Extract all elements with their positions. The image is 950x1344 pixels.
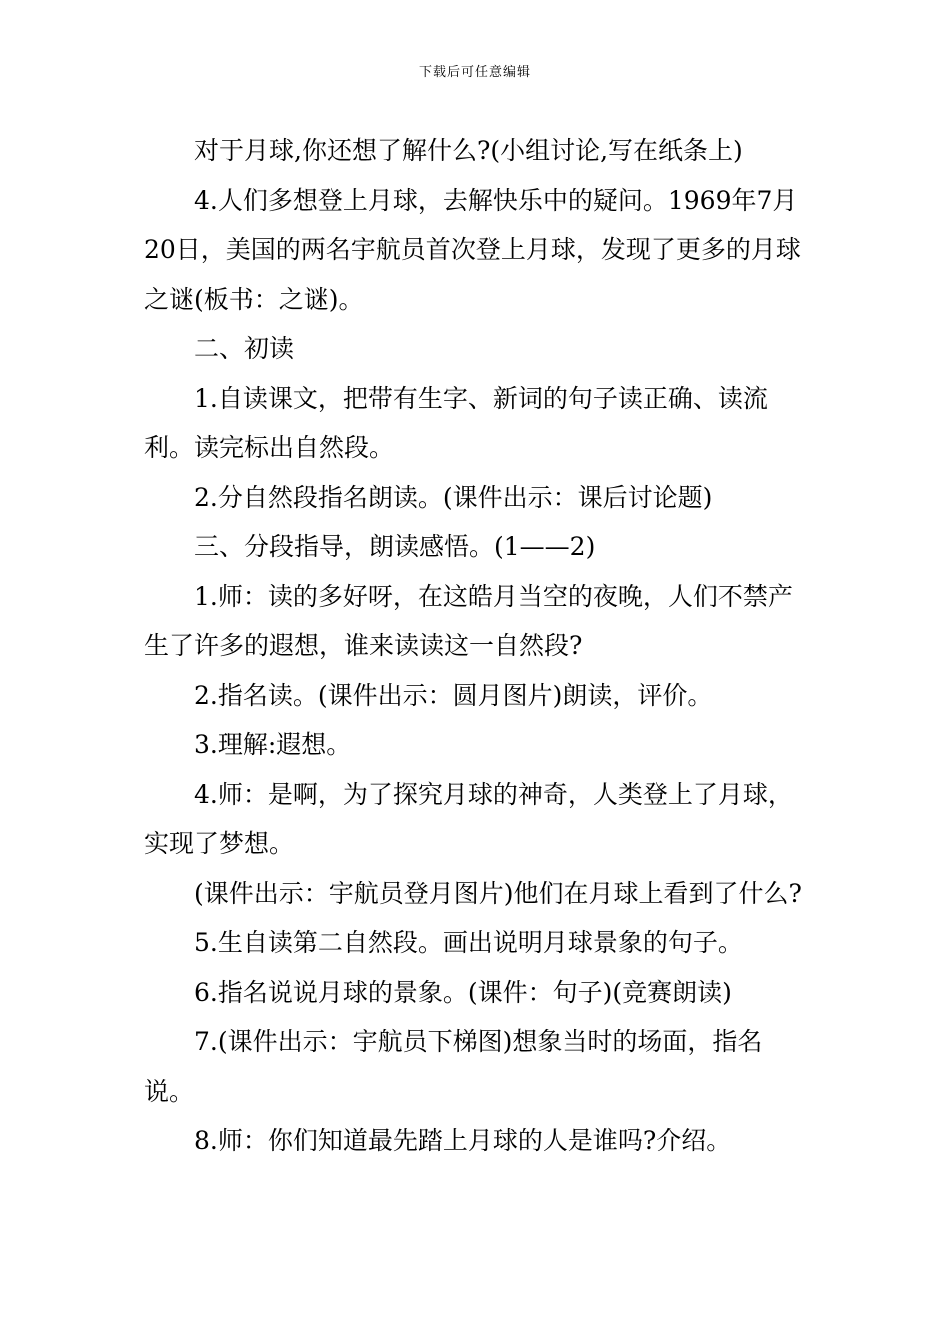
paragraph-10: 5.生自读第二自然段。画出说明月球景象的句子。 <box>194 928 743 957</box>
page-header: 下载后可任意编辑 <box>418 65 531 80</box>
paragraph-13: 8.师：你们知道最先踏上月球的人是谁吗?介绍。 <box>194 1126 732 1155</box>
section-heading-first-reading: 二、初读 <box>194 334 295 363</box>
paragraph-3: 1.自读课文，把带有生字、新词的句子读正确、读流利。读完标出自然段。 <box>144 383 768 462</box>
paragraph-12: 7.(课件出示：宇航员下梯图)想象当时的场面，指名说。 <box>144 1027 763 1106</box>
paragraph-8: 4.师：是啊，为了探究月球的神奇，人类登上了月球，实现了梦想。 <box>144 779 793 858</box>
paragraph-11: 6.指名说说月球的景象。(课件：句子)(竞赛朗读) <box>194 977 732 1007</box>
paragraph-7: 3.理解:遐想。 <box>194 730 352 759</box>
paragraph-2: 4.人们多想登上月球，去解快乐中的疑问。1969年7月20日，美国的两名宇航员首次登上月球，发现了更多的月球之谜(板书：之谜)。 <box>144 185 801 314</box>
paragraph-9: (课件出示：宇航员登月图片)他们在月球上看到了什么? <box>194 878 802 908</box>
paragraph-4: 2.分自然段指名朗读。(课件出示：课后讨论题) <box>194 482 713 512</box>
paragraph-1: 对于月球,你还想了解什么?(小组讨论,写在纸条上) <box>194 136 743 165</box>
document-body <box>144 126 808 1166</box>
section-heading-guidance: 三、分段指导，朗读感悟。(1——2) <box>194 532 596 561</box>
paragraph-6: 2.指名读。(课件出示：圆月图片)朗读，评价。 <box>194 680 713 710</box>
paragraph-5: 1.师：读的多好呀，在这皓月当空的夜晚，人们不禁产生了许多的遐想，谁来读读这一自然段? <box>144 581 793 660</box>
